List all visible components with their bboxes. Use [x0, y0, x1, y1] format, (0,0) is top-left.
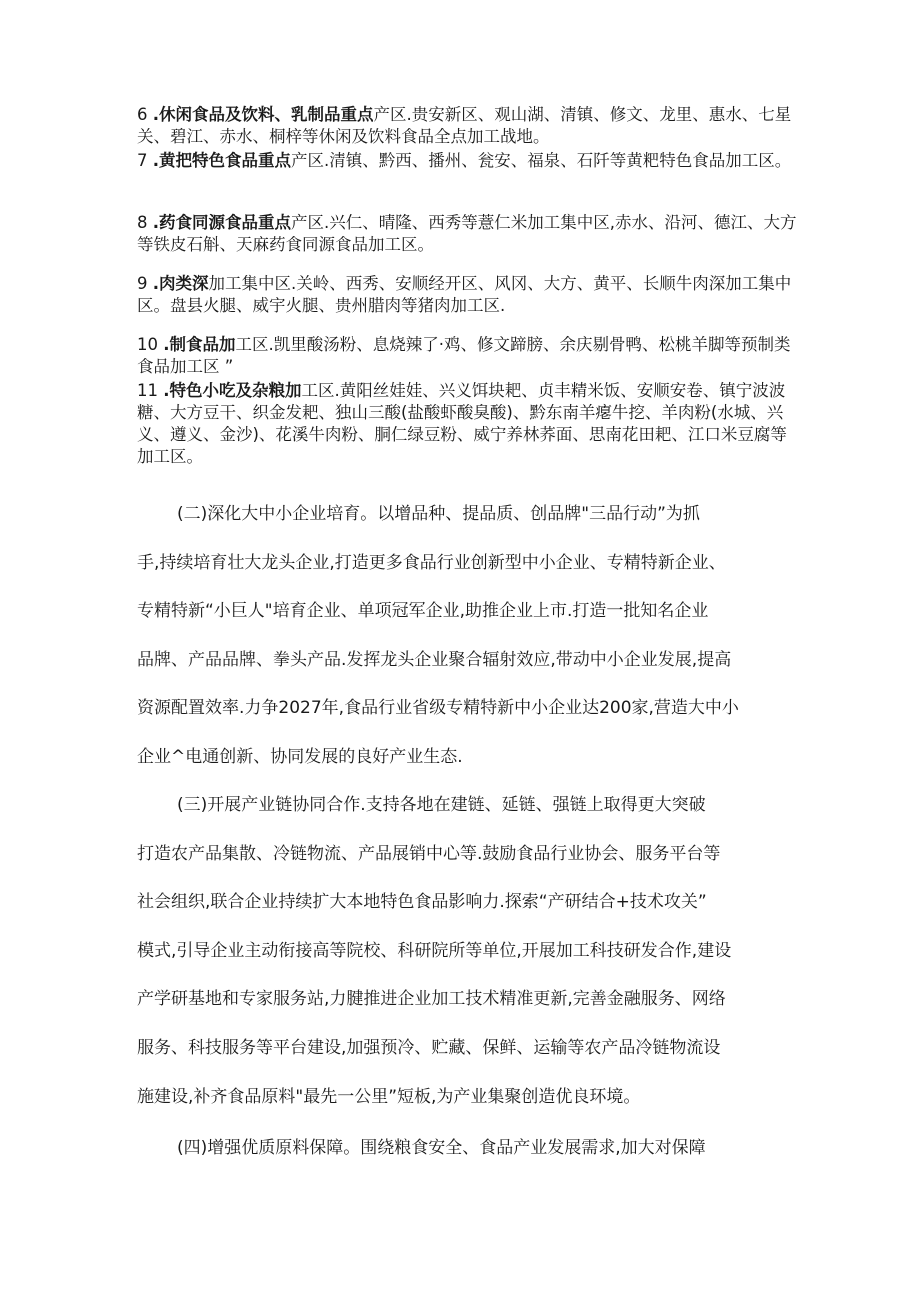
paragraph-4 [137, 1124, 787, 1173]
item-number: 8 [137, 213, 148, 232]
list-item-10 [137, 334, 797, 378]
paragraph-line: (四)增强优质原料保障。围绕粮食安全、食品产业发展需求,加大对保障 [177, 1138, 706, 1158]
item-heading: .黄把特色食品重点 [152, 151, 292, 170]
paragraph-line: 手,持续培育壮大龙头企业,打造更多食品行业创新型中小企业、专精特新企业、 [137, 552, 726, 573]
list-item-6 [137, 104, 797, 148]
item-text: 加工集中区.关岭、西秀、安顺经开区、风冈、大方、黄平、长顺牛肉深加工集中区。盘县火腿、威宇火腿、贵州腊肉等猪肉加工区. [137, 274, 792, 315]
paragraph-line: 施建设,补齐食品原料"最先一公里”短板,为产业集聚创造优良环境。 [137, 1086, 641, 1107]
paragraph-line: 资源配置效率.力争2027年,食品行业省级专精特新中小企业达200家,营造大中小 [137, 698, 739, 719]
item-number: 9 [137, 274, 148, 293]
list-item-9 [137, 273, 797, 317]
paragraph-line: 品牌、产品品牌、拳头产品.发挥龙头企业聚合辐射效应,带动中小企业发展,提高 [137, 649, 732, 670]
item-text: 产区.兴仁、晴隆、西秀等薏仁米加工集中区,赤水、沿河、德江、大方等铁皮石斛、天麻药食同源食品加工区。 [137, 213, 797, 254]
paragraph-line: (二)深化大中小企业培育。以增品种、提品质、创品牌"三品行动”为抓 [177, 504, 700, 524]
paragraph-line: 社会组织,联合企业持续扩大本地特色食品影响力.探索“产研结合+技术攻关” [137, 892, 707, 913]
item-number: 7 [137, 151, 148, 170]
paragraph-line: 模式,引导企业主动衔接高等院校、科研院所等单位,开展加工科技研发合作,建设 [137, 940, 732, 961]
list-item-7 [137, 150, 797, 172]
paragraph-3 [137, 781, 787, 1121]
item-heading: .特色小吃及杂粮加 [163, 381, 302, 400]
item-heading: .肉类深 [152, 274, 209, 293]
list-item-8 [137, 212, 797, 256]
item-heading: .制食品加 [163, 335, 236, 354]
item-heading: .休闲食品及饮料、乳制品重点 [152, 105, 374, 124]
item-text: 产区.贵安新区、观山湖、清镇、修文、龙里、惠水、七星关、碧江、赤水、桐梓等休闲及饮料食品全点加工战地。 [137, 105, 792, 146]
item-number: 6 [137, 105, 148, 124]
paragraph-2 [137, 490, 787, 782]
list-item-11 [137, 380, 797, 468]
item-text: 工区.黄阳丝娃娃、兴义饵块耙、贞丰精米饭、安顺安卷、镇宁波波糖、大方豆干、织金发耙、独山三酸(盐酸虾酸臭酸)、黔东南羊瘪牛挖、羊肉粉(水城、兴义、遵义、金沙)、花溪牛肉粉、胴仁绿豆粉、威宁养林荞面、思南花田耙、江口米豆腐等加工区。 [137, 381, 787, 466]
item-number: 10 [137, 335, 158, 354]
paragraph-line: 服务、科技服务等平台建设,加强预冷、贮藏、保鲜、运输等农产品冷链物流设 [137, 1037, 721, 1058]
item-number: 11 [137, 381, 158, 400]
item-text: 产区.清镇、黔西、播州、瓮安、福泉、石阡等黄粑特色食品加工区。 [291, 151, 792, 170]
paragraph-line: (三)开展产业链协同合作.支持各地在建链、延链、强链上取得更大突破 [177, 795, 706, 815]
paragraph-line: 产学研基地和专家服务站,力腱推进企业加工技术精准更新,完善金融服务、网络 [137, 989, 726, 1010]
paragraph-line: 打造农产品集散、冷链物流、产品展销中心等.鼓励食品行业协会、服务平台等 [137, 843, 721, 864]
paragraph-line: 企业^电通创新、协同发展的良好产业生态. [137, 746, 463, 767]
paragraph-line: 专精特新“小巨人"培育企业、单项冠军企业,助推企业上市.打造一批知名企业 [137, 601, 709, 622]
item-heading: .药食同源食品重点 [152, 213, 292, 232]
item-text: 工区.凯里酸汤粉、息烧辣了·鸡、修文蹄膀、余庆剔骨鸭、松桃羊脚等预制类食品加工区 ” [137, 335, 791, 376]
